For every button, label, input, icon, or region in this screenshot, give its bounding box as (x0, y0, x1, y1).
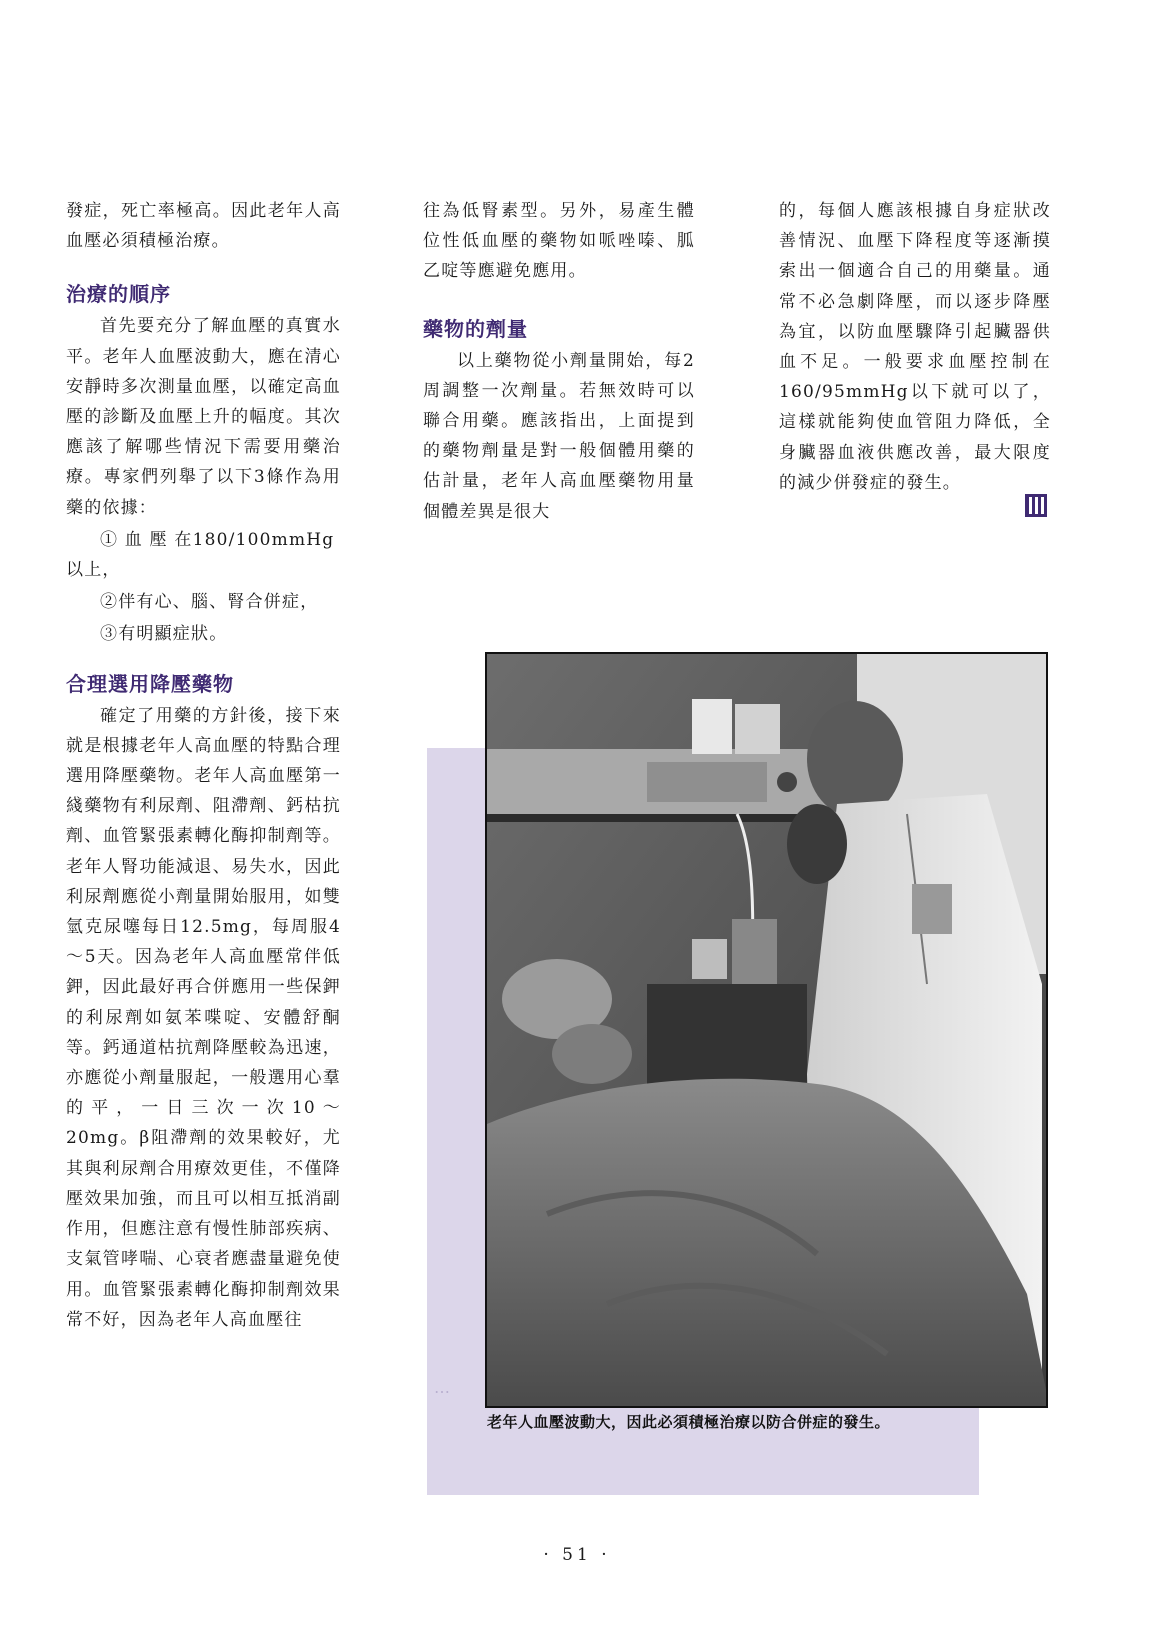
list-item: ① 血 壓 在180/100mmHg以上， (66, 529, 335, 581)
paragraph: 的，每個人應該根據自身症狀改善情況、血壓下降程度等逐漸摸索出一個適合自己的用藥量。通常不必急劇降壓，而以逐步降壓為宜，以防血壓驟降引起臟器供血不足。一般要求血壓控制在160/95mmHg以下就可以了，這樣就能夠使血管阻力降低，全身臟器血液供應改善，最大限度的減少併發症的發生。 (779, 201, 1051, 493)
list-item: ②伴有心、腦、腎合併症， (100, 592, 319, 613)
list-item: ③有明顯症狀。 (100, 624, 228, 645)
photo-scene (487, 654, 1048, 1408)
paragraph: 首先要充分了解血壓的真實水平。老年人血壓波動大，應在清心安靜時多次測量血壓，以確定高血壓的診斷及血壓上升的幅度。其次應該了解哪些情況下需要用藥治療。專家們列舉了以下3條作為用藥的依據： (66, 316, 341, 518)
column-1 (66, 196, 341, 1335)
end-mark-icon (1024, 493, 1048, 518)
section-heading: 合理選用降壓藥物 (66, 671, 234, 696)
paragraph: 往為低腎素型。另外，易產生體位性低血壓的藥物如哌唑嗪、胍乙啶等應避免應用。 (423, 201, 695, 282)
section-heading: 治療的順序 (66, 282, 171, 307)
section-heading: 藥物的劑量 (423, 316, 528, 341)
paragraph: 發症，死亡率極高。因此老年人高血壓必須積極治療。 (66, 201, 341, 252)
hospital-photo (485, 652, 1048, 1408)
column-3 (779, 196, 1051, 498)
page-number: · 51 · (543, 1545, 611, 1565)
photo-caption: 老年人血壓波動大，因此必須積極治療以防合併症的發生。 (487, 1413, 891, 1431)
column-2 (423, 196, 695, 527)
paragraph: 以上藥物從小劑量開始，每2周調整一次劑量。若無效時可以聯合用藥。應該指出，上面提到的藥物劑量是對一般個體用藥的估計量，老年人高血壓藥物用量個體差異是很大 (423, 350, 695, 522)
show-through-text: ⋯ (434, 1382, 454, 1401)
paragraph: 確定了用藥的方針後，接下來就是根據老年人高血壓的特點合理選用降壓藥物。老年人高血壓第一綫藥物有利尿劑、阻滯劑、鈣枯抗劑、血管緊張素轉化酶抑制劑等。老年人腎功能減退、易失水，因此利尿劑應從小劑量開始服用，如雙氫克尿噻每日12.5mg，每周服4～5天。因為老年人高血壓常伴低鉀，因此最好再合併應用一些保鉀的利尿劑如氨苯喋啶、安體舒酮等。鈣通道枯抗劑降壓較為迅速，亦應從小劑量服起，一般選用心羣的平，一日三次一次10～20mg。β阻滯劑的效果較好，尤其與利尿劑合用療效更佳，不僅降壓效果加強，而且可以相互抵消副作用，但應注意有慢性肺部疾病、支氣管哮喘、心衰者應盡量避免使用。血管緊張素轉化酶抑制劑效果常不好，因為老年人高血壓往 (66, 705, 341, 1330)
